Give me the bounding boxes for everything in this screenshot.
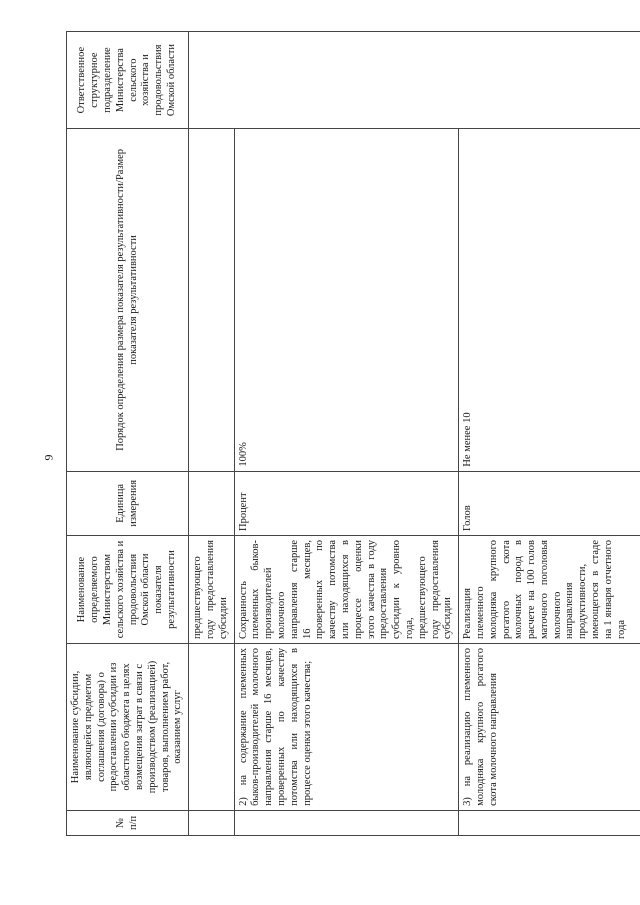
cell-indicator: Реализация племенного молодняка крупного рогатого скота молочных пород в расчете на 100 голов маточного поголовья молочного направления продуктивности, имеющегося в стаде на 1 января отчетного года — [459, 536, 640, 644]
header-indicator-name: Наименование определяемого Министерством сельского хозяйства и продовольствия Омской области показателя результативности — [67, 536, 189, 644]
cell-num — [459, 810, 640, 835]
cell-value: Не менее 10 — [459, 129, 640, 472]
indicator-table — [66, 31, 640, 836]
cell-unit: Процент — [234, 471, 459, 535]
cell-responsible — [189, 32, 640, 129]
header-responsible: Ответственное структурное подразделение Министерства сельского хозяйства и продовольствия Омской области — [67, 32, 189, 129]
cell-num — [189, 810, 234, 835]
cell-unit: Голов — [459, 471, 640, 535]
cell-order — [189, 129, 234, 472]
cell-subsidy: 2) на содержание племенных быков-производителей молочного направления старше 16 месяцев, проверенных по качеству потомства или находящихся в процессе оценки этого качества; — [234, 644, 459, 811]
page-number: 9 — [41, 454, 56, 461]
cell-num — [234, 810, 459, 835]
cell-value: 100% — [234, 129, 459, 472]
cell-indicator: предшествующего году предоставления субсидии — [189, 536, 234, 644]
cell-indicator: Сохранность племенных быков-производителей молочного направления старше 16 месяцев, проверенных по качеству потомства или находящихся в процессе оценки этого качества в году предоставления субсидии к уровню года, предшествующего году предоставления субсидии — [234, 536, 459, 644]
table-row — [234, 32, 459, 836]
table-row — [459, 32, 640, 836]
table-header-row — [67, 32, 189, 836]
header-num: № п/п — [67, 810, 189, 835]
table-row-continuation — [189, 32, 234, 836]
header-unit: Единица измерения — [67, 471, 189, 535]
cell-subsidy — [189, 644, 234, 811]
header-subsidy-name: Наименование субсидии, являющейся предметом соглашения (договора) о предоставлении субсидии из областного бюджета в целях возмещения затрат в связи с производством (реализацией) товаров, выполнением работ, оказанием услуг — [67, 644, 189, 811]
rotated-sheet — [66, 31, 627, 836]
cell-unit — [189, 471, 234, 535]
cell-subsidy: 3) на реализацию племенного молодняка крупного рогатого скота молочного направления — [459, 644, 640, 811]
header-order: Порядок определения размера показателя результативности/Размер показателя результативности — [67, 129, 189, 472]
